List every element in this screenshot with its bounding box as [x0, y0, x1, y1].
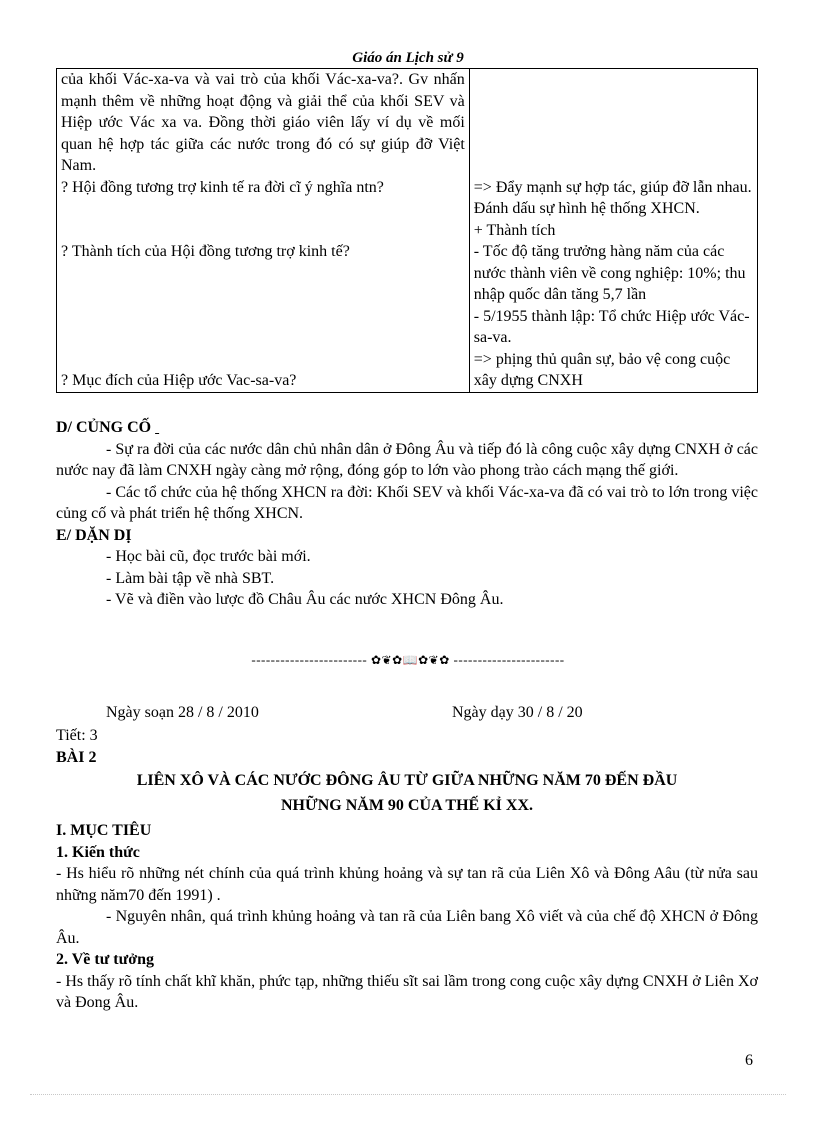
lesson-number: BÀI 2 [56, 748, 97, 766]
attitude-heading: 2. Về tư tưởng [56, 951, 154, 968]
divider-dashes-right: ----------------------- [453, 652, 565, 667]
lesson-title [56, 768, 758, 818]
page-bottom-rule [30, 1094, 786, 1095]
teacher-activity-cell [57, 69, 470, 393]
answer-warsaw-founding: - 5/1955 thành lập: Tổ chức Hiệp ước Vác-sa-va. [473, 307, 750, 346]
attitude-paragraph-1: - Hs thấy rõ tính chất khĩ khăn, phức tạp, những thiếu sĩt sai lầm trong cong cuộc xây dựng CNXH ở Liên Xơ và Đong Âu. [56, 972, 758, 1011]
teacher-note: của khối Vác-xa-va và vai trò của khối Vác-xa-va?. Gv nhấn mạnh thêm về những hoạt động và giải thể của khối SEV và Hiệp ước Vác xa va. Đồng thời giáo viên lấy ví dụ về mối quan hệ hợp tác giữa các nước trong đó có sự giúp đỡ Việt Nam. [61, 71, 465, 174]
cung-co-paragraph-2: - Các tổ chức của hệ thống XHCN ra đời: Khối SEV và khối Vác-xa-va đã có vai trò to lớn trong việc củng cố và phát triển hệ thống XHCN. [56, 483, 758, 522]
objectives-section [56, 820, 758, 1014]
dan-do-item: - Học bài cũ, đọc trước bài mới. [106, 548, 311, 565]
lesson-title-line-1: LIÊN XÔ VÀ CÁC NƯỚC ĐÔNG ÂU TỪ GIỮA NHỮNG NĂM 70 ĐẾN ĐẦU [136, 772, 678, 789]
page-header-title: Giáo án Lịch sử 9 [352, 50, 464, 66]
cung-co-heading: D/ CỦNG CỐ [56, 419, 152, 436]
knowledge-paragraph-1: - Hs hiểu rõ những nét chính của quá trình khủng hoảng và sự tan rã của Liên Xô và Đông Aâu (từ nửa sau những năm70 đến 1991) . [56, 865, 758, 904]
book-ornament-icon: ✿❦✿📖✿❦✿ [371, 653, 450, 667]
answer-achievements-heading: + Thành tích [473, 221, 556, 239]
knowledge-heading: 1. Kiến thức [56, 843, 140, 861]
answer-warsaw-purpose: => phịng thủ quân sự, bảo vệ cong cuộc xây dựng CNXH [473, 350, 731, 389]
answer-significance: => Đẩy mạnh sự hợp tác, giúp đỡ lẫn nhau. Đánh dấu sự hình hệ thống XHCN. [473, 178, 752, 217]
section-divider [0, 652, 816, 668]
objectives-heading: I. MỤC TIÊU [56, 822, 152, 839]
cung-co-paragraph-1: - Sự ra đời của các nước dân chủ nhân dân ở Đông Âu và tiếp đó là công cuộc xây dựng CNXH ở các nước nay đã làm CNXH ngày càng mở rộng, đóng góp to lớn vào phong trào cách mạng thế giới. [56, 440, 758, 479]
lesson-period: Tiết: 3 [56, 727, 98, 744]
knowledge-paragraph-2: - Nguyên nhân, quá trình khủng hoảng và tan rã của Liên bang Xô viết và của chế độ XHCN ở Đông Âu. [56, 908, 758, 947]
dan-do-item: - Làm bài tập về nhà SBT. [106, 569, 275, 587]
answer-achievements: - Tốc độ tăng trưởng hàng năm của các nước thành viên về cong nghiệp: 10%; thu nhập quốc dân tăng 5,7 lần [473, 243, 746, 303]
cung-co-section [56, 417, 758, 611]
question-2: ? Thành tích của Hội đồng tương trợ kinh tế? [61, 243, 350, 260]
table-row [57, 69, 758, 393]
student-content-cell [469, 69, 757, 393]
date-prepared: Ngày soạn 28 / 8 / 2010 [106, 704, 259, 721]
date-taught: Ngày dạy 30 / 8 / 20 [452, 704, 583, 721]
lesson-activity-table [56, 68, 758, 393]
lesson-title-line-2: NHỮNG NĂM 90 CỦA THẾ KỈ XX. [280, 797, 533, 814]
page-number: 6 [745, 1052, 753, 1069]
dan-do-item: - Vẽ và điền vào lược đồ Châu Âu các nước XHCN Đông Âu. [106, 591, 504, 608]
question-1: ? Hội đồng tương trợ kinh tế ra đời cĩ ý nghĩa ntn? [61, 178, 384, 196]
divider-dashes-left: ------------------------ [251, 652, 368, 667]
dan-do-heading: E/ DẶN DỊ [56, 526, 132, 544]
lesson-meta [56, 725, 758, 768]
question-3: ? Mục đích của Hiệp ước Vac-sa-va? [61, 372, 297, 389]
